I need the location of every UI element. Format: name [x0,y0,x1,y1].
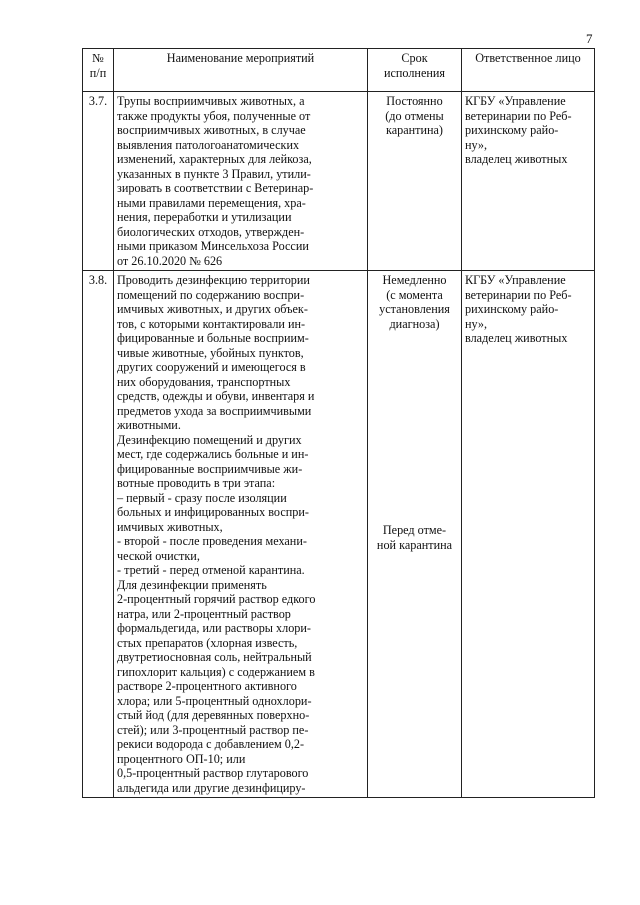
text-line: вотные проводить в три этапа: [117,476,276,490]
term-spacer [371,331,458,523]
text-line: - второй - после проведения механи- [117,534,307,548]
responsible-line: ну», [465,137,488,152]
text-line: Дезинфекцию помещений и других [117,432,302,447]
text-line: стей); или 3-процентный раствор пе- [117,722,309,737]
term-line: карантина) [385,123,443,137]
row-measure-text [114,271,368,798]
text-line: мест, где содержались больные и ин- [117,447,309,461]
text-line: рекиси водорода с добавлением 0,2- [117,737,305,751]
header-term-line: Срок [401,51,428,65]
text-line: ными приказом Минсельхоза России [117,239,309,253]
text-line: - третий - перед отменой карантина. [117,563,305,577]
term-line: (до отмены [385,108,444,123]
text-line: больных и инфицированных воспри- [117,505,309,519]
text-line: нения, переработки и утилизации [117,210,292,224]
responsible-line: КГБУ «Управление [465,94,566,108]
text-line: Трупы восприимчивых животных, а [117,94,305,108]
text-line: формальдегида, или растворы хлори- [117,621,311,635]
text-line: стых препаратов (хлорная известь, [117,635,298,650]
responsible-line: ветеринарии по Реб- [465,108,572,123]
text-line: – первый - сразу после изоляции [117,490,287,505]
text-line: указанных в пункте 3 Правил, утили- [117,166,311,181]
text-line: Проводить дезинфекцию территории [117,273,310,287]
header-num [83,49,114,92]
responsible-line: владелец животных [465,152,568,166]
text-line: других сооружений и имеющегося в [117,360,306,374]
header-responsible: Ответственное лицо [462,49,595,92]
table-row [83,271,595,798]
row-measure-text [114,92,368,271]
responsible-line: ветеринарии по Реб- [465,287,572,302]
header-term [368,49,462,92]
text-line: натра, или 2-процентный раствор [117,606,291,621]
text-line: Для дезинфекции применять [117,577,267,592]
text-line: от 26.10.2020 № 626 [117,253,223,268]
responsible-line: КГБУ «Управление [465,273,566,287]
row-responsible [462,92,595,271]
row-num: 3.8. [83,271,114,798]
term-line: Перед отме- [382,523,447,537]
text-line: двутретиосновная соль, нейтральный [117,650,312,664]
term-line: ной карантина [376,537,453,552]
row-num: 3.7. [83,92,114,271]
text-line: фицированные восприимчивые жи- [117,461,303,476]
row-term [368,271,462,798]
term-line: (с момента [386,287,443,302]
text-line: них оборудования, транспортных [117,374,291,389]
text-line: ными правилами перемещения, хра- [117,195,306,210]
text-line: процентного ОП-10; или [117,751,246,766]
text-line: хлора; или 5-процентный однохлори- [117,693,312,708]
term-line: Постоянно [386,94,443,108]
header-num-line: п/п [89,65,107,80]
responsible-line: ну», [465,316,488,331]
text-line: животными. [117,418,181,432]
text-line: 2-процентный горячий раствор едкого [117,592,316,606]
text-line: средств, одежды и обуви, инвентаря и [117,389,315,403]
table-row [83,92,595,271]
text-line: изменений, характерных для лейкоза, [117,152,312,166]
text-line: помещений по содержанию воспри- [117,287,305,302]
text-line: растворе 2-процентного активного [117,679,297,693]
page-number: 7 [586,31,593,46]
header-term-line: исполнения [383,65,446,80]
text-line: предметов ухода за восприимчивыми [117,403,312,418]
text-line: выявления патологоанатомических [117,137,300,152]
row-responsible [462,271,595,798]
text-line: также продукты убоя, полученные от [117,108,311,123]
measures-table [82,48,595,798]
text-line: 0,5-процентный раствор глутарового [117,766,309,780]
text-line: биологических отходов, утвержден- [117,224,305,239]
header-num-line: № [92,51,104,65]
term-line: Немедленно [382,273,447,287]
text-line: гипохлорит кальция) с содержанием в [117,664,315,679]
table-header-row [83,49,595,92]
row-term [368,92,462,271]
term-line: диагноза) [389,316,440,331]
text-line: стый йод (для деревянных поверхно- [117,708,310,722]
text-line: имчивых животных, и других объек- [117,302,308,316]
responsible-line: рихинскому райо- [465,123,559,137]
text-line: ческой очистки, [117,548,200,563]
text-line: имчивых животных, [117,519,223,534]
responsible-line: владелец животных [465,331,568,345]
text-line: восприимчивых животных, в случае [117,123,306,137]
term-line: установления [379,302,450,316]
text-line: чивые животные, убойных пунктов, [117,345,304,360]
responsible-line: рихинскому райо- [465,302,559,316]
text-line: зировать в соответствии с Ветеринар- [117,181,314,195]
text-line: тов, с которыми контактировали ин- [117,316,306,331]
text-line: фицированные и больные восприим- [117,331,309,345]
header-name: Наименование мероприятий [114,49,368,92]
text-line: альдегида или другие дезинфициру- [117,780,306,795]
